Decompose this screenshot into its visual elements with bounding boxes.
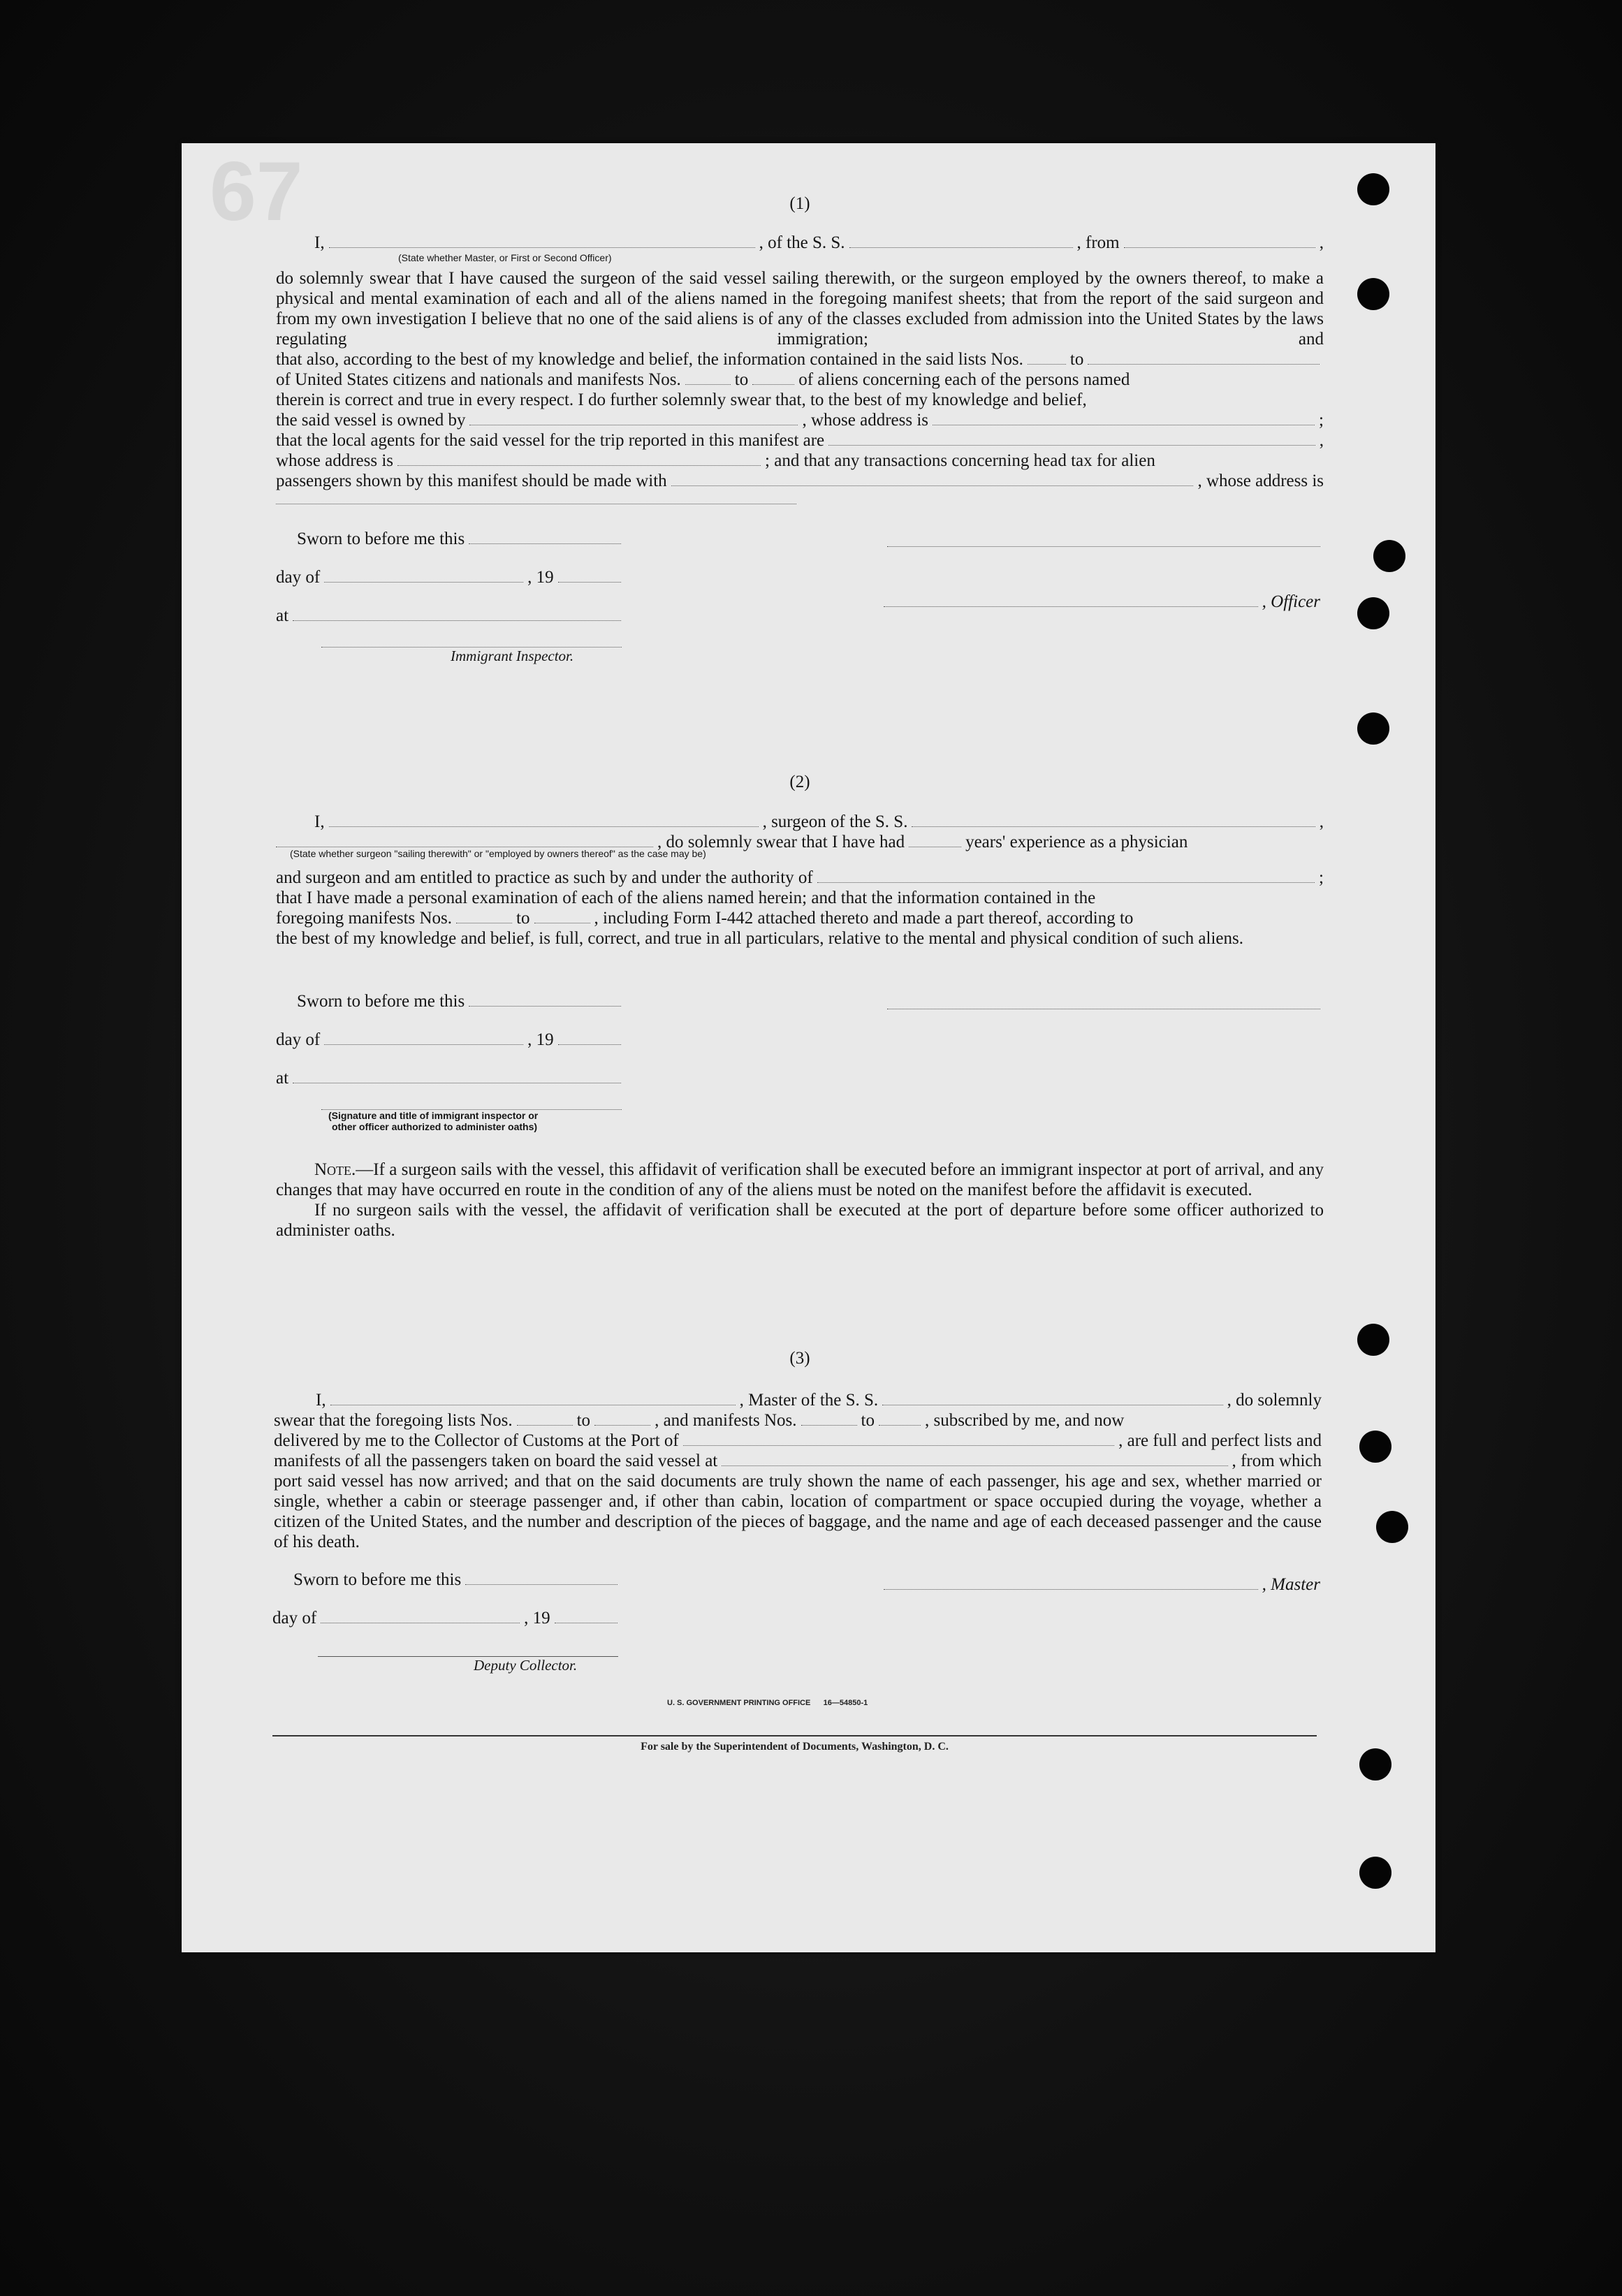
officer-signature-field[interactable] [884, 594, 1258, 607]
correct-text: therein is correct and true in every respect. I do further solemnly swear that, to the best of my knowledge and belief, [276, 390, 1087, 409]
lists-label: swear that the foregoing lists Nos. [274, 1411, 513, 1430]
owner-address-field[interactable] [933, 412, 1315, 425]
manifests-text: of United States citizens and nationals and manifests Nos. [276, 370, 681, 389]
master-signature [884, 1575, 1320, 1595]
owned-by-label: the said vessel is owned by [276, 411, 466, 430]
officer-signature-top[interactable] [887, 546, 1320, 547]
lists-from-field[interactable] [1028, 351, 1066, 365]
manifests-to-field[interactable] [879, 1412, 921, 1426]
day-of-label: day of [276, 1030, 321, 1049]
surgeon-status-field[interactable] [276, 834, 653, 847]
officer-name-field[interactable] [329, 235, 755, 248]
month-field[interactable] [324, 1032, 523, 1045]
section-3-number: (3) [789, 1349, 810, 1368]
manifests-to-field[interactable] [752, 372, 794, 385]
belief-text: the best of my knowledge and belief, is full, correct, and true in all particulars, relative to the mental and physical condition of such aliens. [276, 929, 1243, 948]
at-label: at [276, 606, 289, 625]
punch-hole [1357, 278, 1389, 310]
signature-hint-1: (Signature and title of immigrant inspector or [328, 1110, 539, 1121]
examination-text: that I have made a personal examination of each of the aliens named herein; and that the information contained in the [276, 889, 1096, 907]
day-of-label: day of [272, 1609, 317, 1628]
sworn-label: Sworn to before me this [293, 1570, 462, 1589]
taken-aboard-label: manifests of all the passengers taken on board the said vessel at [274, 1452, 718, 1470]
place-field[interactable] [293, 1070, 621, 1083]
head-tax-text: ; and that any transactions concerning head tax for alien [765, 451, 1155, 470]
inspector-label: Immigrant Inspector. [451, 648, 574, 664]
authority-field[interactable] [817, 870, 1315, 883]
sale-notice: For sale by the Superintendent of Documents, Washington, D. C. [641, 1741, 949, 1753]
owner-address-label: , whose address is [802, 411, 929, 430]
punch-hole [1359, 1748, 1391, 1781]
manifests-from-field[interactable] [685, 372, 731, 385]
punch-hole [1359, 1857, 1391, 1889]
year-field[interactable] [555, 1610, 618, 1623]
sworn-label: Sworn to before me this [297, 992, 465, 1011]
surgeon-of-label: , surgeon of the S. S. [762, 812, 908, 831]
contact-address-field[interactable] [276, 491, 796, 504]
year-field[interactable] [558, 1032, 621, 1045]
surgeon-hint: (State whether surgeon "sailing therewith" or "employed by owners thereof" as the case may be) [290, 848, 706, 859]
surgeon-name-field[interactable] [329, 814, 759, 827]
section-3-oath [274, 1390, 1322, 1552]
day-of-label: day of [276, 568, 321, 587]
officer-signature [884, 592, 1320, 612]
lists-perfect-text: , are full and perfect lists and [1118, 1431, 1322, 1450]
master-label: , Master [1262, 1575, 1320, 1594]
sworn-block-2 [276, 992, 625, 1132]
bleed-through-number: 67 [210, 145, 303, 238]
year-label: , 19 [527, 568, 554, 587]
oath-lead: I, [314, 812, 325, 831]
oath-lead: I, [316, 1391, 326, 1410]
to-label: to [861, 1411, 875, 1430]
sworn-day-field[interactable] [469, 993, 621, 1007]
gpo-imprint: U. S. GOVERNMENT PRINTING OFFICE 16—54850-1 [667, 1699, 868, 1707]
month-field[interactable] [324, 569, 523, 583]
at-label: at [276, 1069, 289, 1088]
punch-hole [1373, 540, 1405, 572]
footer-rule [272, 1735, 1317, 1736]
master-hint: (State whether Master, or First or Second Officer) [398, 252, 612, 263]
oath-paragraph: do solemnly swear that I have caused the surgeon of the said vessel sailing therewith, or the surgeon employed by the owners thereof, to make a physical and mental examination of each and all of the aliens named in the foregoing manifest sheets; that from the report of the said surgeon and from my own investigation I believe that no one of the said aliens is of any of the classes excluded from admission into the United States by the laws regulating immigration; and [276, 269, 1324, 349]
aliens-text: of aliens concerning each of the persons named [798, 370, 1130, 389]
boarding-port-field[interactable] [722, 1453, 1227, 1466]
note-label: Note. [314, 1160, 356, 1179]
sworn-day-field[interactable] [469, 531, 621, 544]
from-which-text: , from which [1232, 1452, 1322, 1470]
section-1-number: (1) [789, 194, 810, 213]
local-agents-field[interactable] [828, 432, 1315, 446]
head-tax-contact-field[interactable] [671, 473, 1194, 486]
to-label: to [576, 1411, 591, 1430]
sworn-block-3 [272, 1570, 622, 1674]
punch-hole [1359, 1431, 1391, 1463]
punch-hole [1357, 1324, 1389, 1356]
head-tax-contact-label: passengers shown by this manifest should be made with [276, 471, 667, 490]
collector-label: delivered by me to the Collector of Customs at the Port of [274, 1431, 679, 1450]
punch-hole [1376, 1511, 1408, 1543]
master-of-label: , Master of the S. S. [739, 1391, 879, 1410]
arrival-paragraph: port said vessel has now arrived; and that on the said documents are truly shown the name of each passenger, his age and sex, whether married or single, whether a cabin or steerage passenger and, if other than cabin, location of compartment or space occupied during the voyage, whether a citizen of the United States, and the number and description of the pieces of baggage, and the name and age of each deceased passenger and the cause of his death. [274, 1472, 1322, 1551]
manifests-from-field[interactable] [456, 910, 512, 923]
to-label: to [734, 370, 749, 389]
place-field[interactable] [293, 608, 621, 621]
solemnly-label: , do solemnly [1227, 1391, 1322, 1410]
owner-field[interactable] [469, 412, 798, 425]
punch-hole [1357, 597, 1389, 629]
punch-hole [1357, 173, 1389, 205]
sworn-block-1 [276, 529, 625, 665]
officer-label: , Officer [1262, 592, 1320, 611]
contact-address-label: , whose address is [1197, 471, 1324, 490]
oath-lead: I, [314, 233, 325, 252]
note-block [276, 1160, 1324, 1241]
local-agents-label: that the local agents for the said vessel for the trip reported in this manifest are [276, 431, 825, 450]
manifests-to-field[interactable] [534, 910, 590, 923]
manifests-from-field[interactable] [801, 1412, 857, 1426]
deputy-collector-label: Deputy Collector. [474, 1657, 578, 1674]
punch-hole [1357, 712, 1389, 745]
to-label: to [1069, 350, 1084, 369]
sworn-day-field[interactable] [465, 1572, 618, 1585]
note-2-text: If no surgeon sails with the vessel, the affidavit of verification shall be executed at the port of departure before some officer authorized to administer oaths. [276, 1201, 1324, 1240]
label-from: , from [1076, 233, 1120, 252]
lists-from-field[interactable] [517, 1412, 573, 1426]
master-vessel-field[interactable] [882, 1392, 1222, 1405]
signature-hint-2: other officer authorized to administer oaths) [332, 1121, 538, 1132]
sworn-label: Sworn to before me this [297, 529, 465, 548]
departure-port-field[interactable] [1124, 235, 1315, 248]
vessel-name-field[interactable] [849, 235, 1073, 248]
lists-to-field[interactable] [594, 1412, 650, 1426]
port-field[interactable] [683, 1433, 1114, 1446]
section-2-number: (2) [789, 773, 810, 791]
master-signature-field[interactable] [884, 1577, 1258, 1590]
year-label: , 19 [524, 1609, 550, 1628]
year-label: , 19 [527, 1030, 554, 1049]
year-field[interactable] [558, 569, 621, 583]
agents-address-label: whose address is [276, 451, 394, 470]
subscribed-text: , subscribed by me, and now [924, 1411, 1125, 1430]
authority-label: and surgeon and am entitled to practice as such by and under the authority of [276, 868, 813, 887]
month-field[interactable] [321, 1610, 520, 1623]
lists-to-field[interactable] [1088, 351, 1320, 365]
to-label: to [516, 909, 530, 928]
surgeon-vessel-field[interactable] [912, 814, 1315, 827]
manifests-label: , and manifests Nos. [655, 1411, 797, 1430]
section-1-oath: I, , of the S. S. , from , (State whether Master, or First or Second Officer) do solemnly swear that I have caused the surgeon of the said vessel sailing therewith, or the surgeon employed by the owners thereof, to make a physical and mental examination of each and all of the aliens named in the foregoing manifest sheets; that from the report of the said surgeon and from my own investigation I believe that no one of the said aliens is of any of the classes excluded from admission into the United States by the laws regulating immigration; and that also, according to the best of my knowledge and belief, the information contained in the said lists Nos. to of United States citizens and nationals and manifests Nos. to of aliens concerning each of the persons named therein is correct and true in every respect. I do further solemnly swear that, to the best of my knowledge and belief, the said vessel is owned by , whose address is ; that the local agents for the said vessel for the trip reported in this manifest are , whose address is ; and that any transactions concerning head tax for alien passengers shown by this manifest should be made with , whose address is [276, 233, 1324, 504]
physician-text: years' experience as a physician [965, 833, 1188, 851]
years-field[interactable] [909, 834, 961, 847]
lists-text: that also, according to the best of my knowledge and belief, the information contained in the said lists Nos. [276, 350, 1023, 369]
form-text: , including Form I-442 attached thereto and made a part thereof, according to [594, 909, 1134, 928]
section-2-oath: I, , surgeon of the S. S. , , do solemnly swear that I have had years' experience as a physician (State whether surgeon "sailing therewith" or "employed by owners thereof" as the case may be) and surgeon and am entitled to practice as such by and under the authority of ; that I have made a personal examination of each of the aliens named herein; and that the information contained in the foregoing manifests Nos. to , including Form I-442 attached thereto and made a part thereof, according to the best of my knowledge and belief, is full, correct, and true in all particulars, relative to the mental and physical condition of such aliens. [276, 812, 1324, 948]
label-of-ss: , of the S. S. [759, 233, 845, 252]
note-text: —If a surgeon sails with the vessel, this affidavit of verification shall be executed before an immigrant inspector at port of arrival, and any changes that may have occurred en route in the condition of any of the aliens must be noted on the manifest before the affidavit is executed. [276, 1160, 1324, 1199]
experience-text: , do solemnly swear that I have had [657, 833, 905, 851]
master-name-field[interactable] [330, 1392, 736, 1405]
agents-address-field[interactable] [397, 453, 761, 466]
manifests-label: foregoing manifests Nos. [276, 909, 453, 928]
